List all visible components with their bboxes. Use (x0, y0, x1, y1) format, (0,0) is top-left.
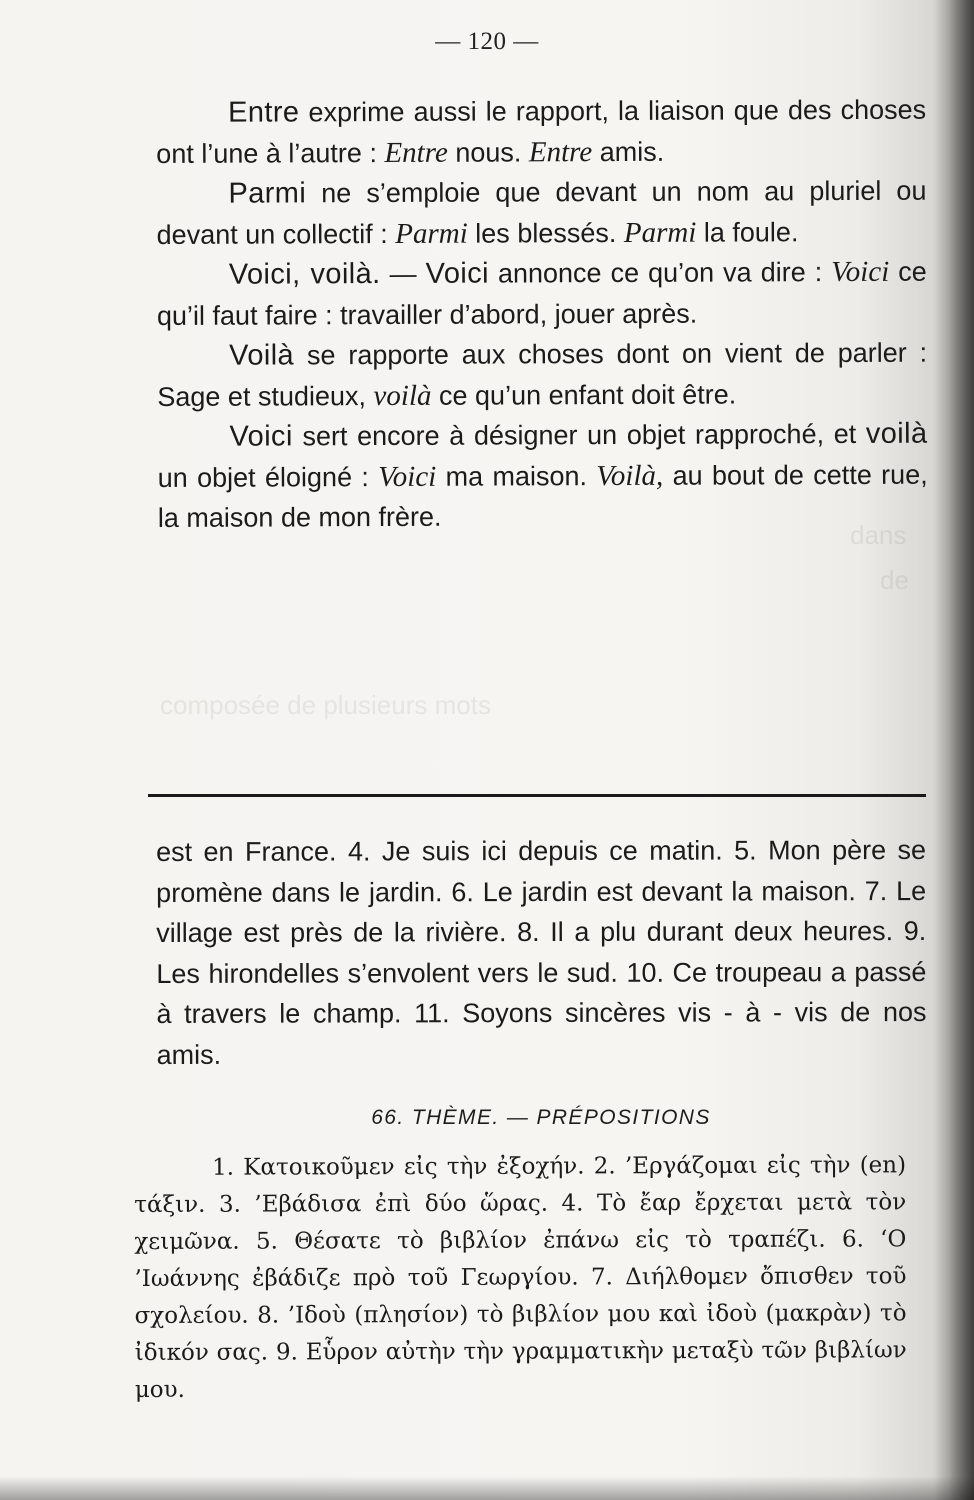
text: la foule. (696, 216, 799, 248)
section-divider (148, 794, 926, 797)
text: ce qu’un enfant doit être. (431, 378, 737, 411)
text: au bout de cette rue, la maison de mon frère. (157, 459, 928, 533)
greek-exercise (134, 1147, 907, 1409)
keyword: Parmi (228, 177, 307, 210)
keyword: Voilà (229, 339, 295, 372)
paragraph-parmi (156, 171, 926, 255)
text: ce qu’il faut faire : travailler d’abord, jouer après. (156, 256, 927, 331)
text: exprime aussi le rapport, la liaison que des choses ont l’une à l’autre : (156, 94, 927, 169)
paragraph-voici-designer (157, 414, 928, 539)
text: amis. (592, 136, 665, 167)
example: Voici (831, 255, 890, 289)
text: un objet éloigné : (157, 461, 379, 493)
text: les blessés. (467, 217, 624, 249)
paragraph-voila (157, 333, 927, 417)
text: annonce ce qu’on va dire : (488, 257, 832, 289)
keyword: Voici, voilà. (228, 258, 381, 291)
exercise-continuation (156, 830, 927, 1075)
keyword: Voici (229, 420, 293, 453)
text: sert encore à désigner un objet rapproché, et (292, 418, 866, 452)
exercise-heading: 66. THÈME. — PRÉPOSITIONS (371, 1106, 711, 1129)
example: Voici (378, 460, 437, 493)
text: nous. (447, 136, 529, 168)
bleed-through-mark: dans (850, 520, 907, 550)
example: voilà (373, 379, 432, 412)
paragraph-entre (156, 90, 926, 174)
text: se rapporte aux choses dont on vient de parler : Sage et studieux, (157, 337, 928, 412)
example: Parmi (623, 216, 697, 249)
bleed-through-mark: composée de plusieurs mots (160, 690, 491, 720)
page-number: — 120 — (435, 28, 539, 55)
paragraph-voici-voila (157, 252, 927, 336)
example: Parmi (395, 217, 468, 250)
page-bottom-shadow (0, 1476, 974, 1500)
text: ma maison. (436, 460, 597, 492)
continuation-paragraph: est en France. 4. Je suis ici depuis ce matin. 5. Mon père se promène dans le jardin. 6. Le jardin est devant la maison. 7. Le village est près de la rivière. 8. Il a plu durant deux heures. 9. Les hirondelles s’envolent vers le sud. 10. Ce troupeau a passé à travers le champ. 11. Soyons sincères vis - à - vis de nos amis. (156, 834, 927, 1070)
keyword: Entre (228, 96, 300, 129)
keyword: Voici (425, 257, 489, 290)
text: ne s’emploie que devant un nom au pluriel ou devant un collectif : (156, 175, 927, 250)
prepositions-explanation (156, 90, 928, 539)
text: — (380, 258, 426, 290)
example: Voilà, (596, 459, 664, 492)
bleed-through-mark: de (880, 565, 909, 595)
keyword: voilà (865, 417, 928, 450)
greek-paragraph: 1. Κατοικοῦμεν εἰς τὴν ἐξοχήν. 2. ’Εργάζομαι εἰς τὴν (en) τάξιν. 3. ’Εβάδισα ἐπὶ δύο ὥρας. 4. Τὸ ἔαρ ἔρχεται μετὰ τὸν χειμῶνα. 5. Θέσατε τὸ βιβλίον ἐπάνω εἰς τὸ τραπέζι. 6. ‘Ο ’Ιωάννης ἐβάδιζε πρὸ τοῦ Γεωργίου. 7. Διήλθομεν ὄπισθεν τοῦ σχολείου. 8. ’Ιδοὺ (πλησίον) τὸ βιβλίον μου καὶ ἰδοὺ (μακρὰν) τὸ ἰδικόν σας. 9. Εὗρον αὐτὴν τὴν γραμματικὴν μεταξὺ τῶν βιβλίων μου. (134, 1152, 907, 1403)
page-edge-shadow (932, 0, 974, 1500)
example: Entre (528, 135, 593, 168)
example: Entre (384, 136, 448, 169)
